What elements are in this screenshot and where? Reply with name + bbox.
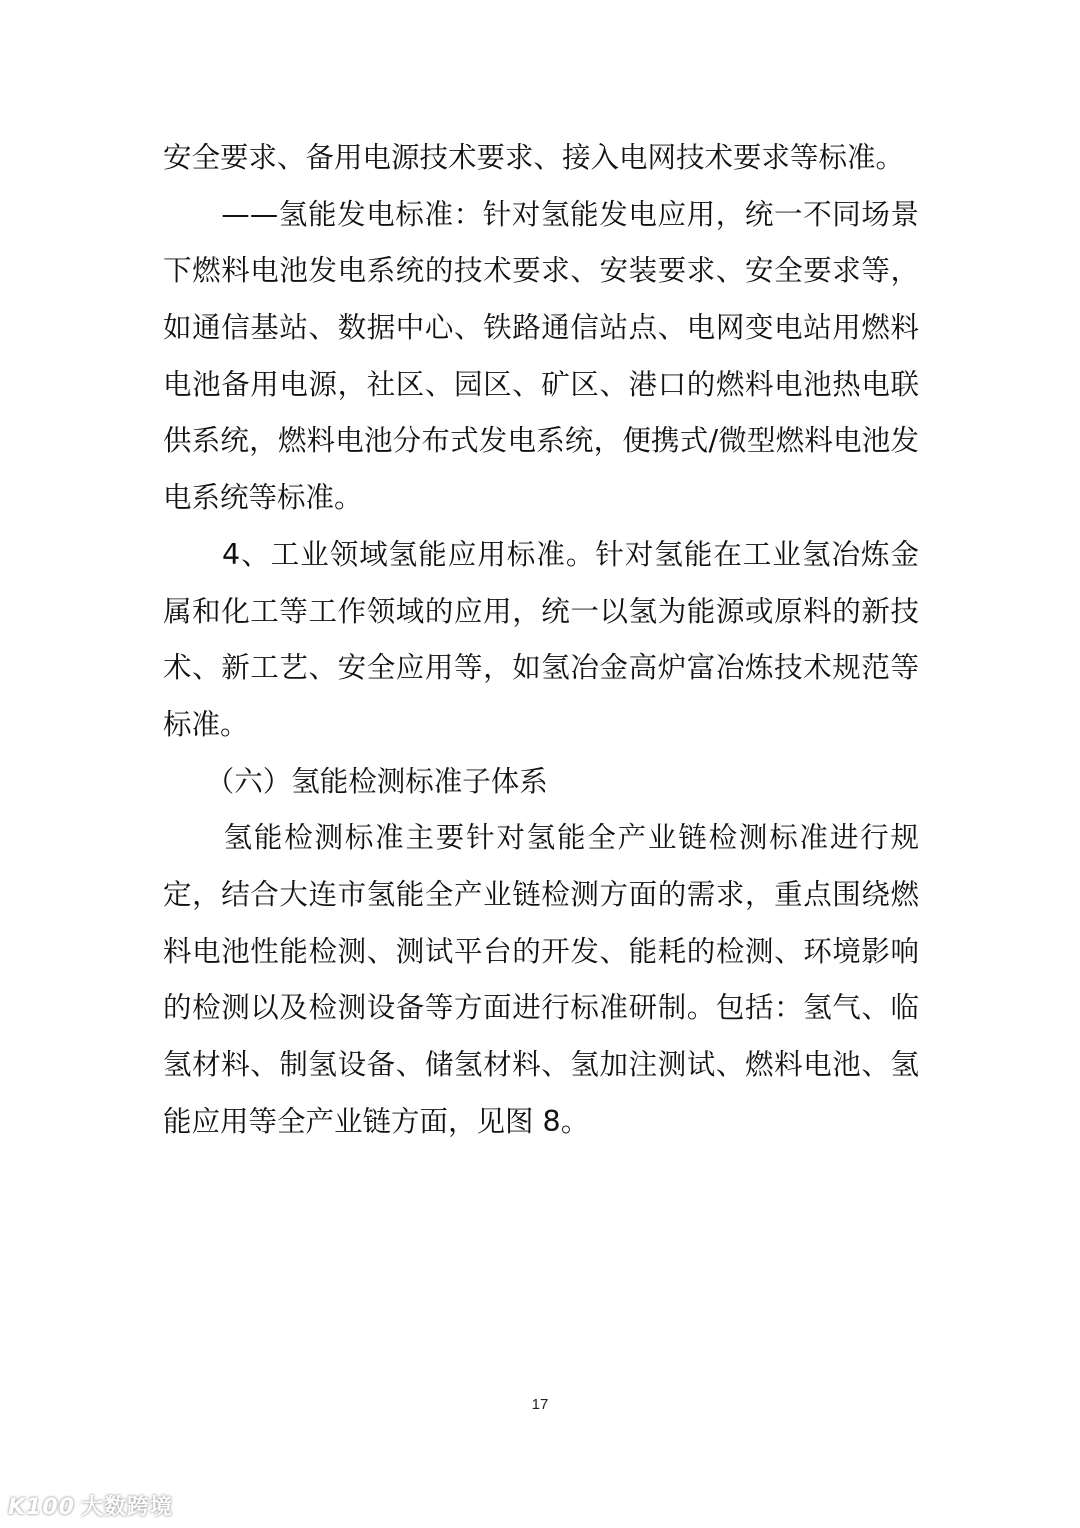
text-line: 属和化工等工作领域的应用，统一以氢为能源或原料的新技: [163, 594, 919, 628]
page-number: 17: [531, 1396, 549, 1413]
text-line: （六）氢能检测标准子体系: [163, 764, 548, 798]
text-line: 如通信基站、数据中心、铁路通信站点、电网变电站用燃料: [163, 311, 919, 345]
text-line: 4、工业领域氢能应用标准。针对氢能在工业氢冶炼金: [163, 537, 919, 571]
text-line: 术、新工艺、安全应用等，如氢冶金高炉富冶炼技术规范等: [163, 651, 919, 685]
text-line: 电池备用电源，社区、园区、矿区、港口的燃料电池热电联: [163, 367, 919, 401]
text-line: ——氢能发电标准：针对氢能发电应用，统一不同场景: [163, 197, 919, 231]
text-line: 料电池性能检测、测试平台的开发、能耗的检测、环境影响: [163, 934, 919, 968]
text-line: 定，结合大连市氢能全产业链检测方面的需求，重点围绕燃: [163, 877, 919, 911]
document-body: [163, 136, 919, 1156]
text-line: 安全要求、备用电源技术要求、接入电网技术要求等标准。: [163, 141, 905, 174]
watermark-logo: K100: [8, 1495, 75, 1520]
text-line: 标准。: [163, 707, 249, 741]
text-line: 氢材料、制氢设备、储氢材料、氢加注测试、燃料电池、氢: [163, 1048, 919, 1081]
text-line: 供系统，燃料电池分布式发电系统，便携式/微型燃料电池发: [163, 424, 919, 458]
text-line: 氢能检测标准主要针对氢能全产业链检测标准进行规: [163, 821, 919, 855]
watermark-text: 大数跨境: [80, 1495, 173, 1520]
watermark: [8, 1490, 173, 1521]
text-line: 能应用等全产业链方面，见图 8。: [163, 1104, 590, 1138]
text-line: 电系统等标准。: [163, 481, 363, 515]
text-line: 下燃料电池发电系统的技术要求、安装要求、安全要求等，: [163, 254, 919, 288]
text-line: 的检测以及检测设备等方面进行标准研制。包括：氢气、临: [163, 991, 919, 1025]
